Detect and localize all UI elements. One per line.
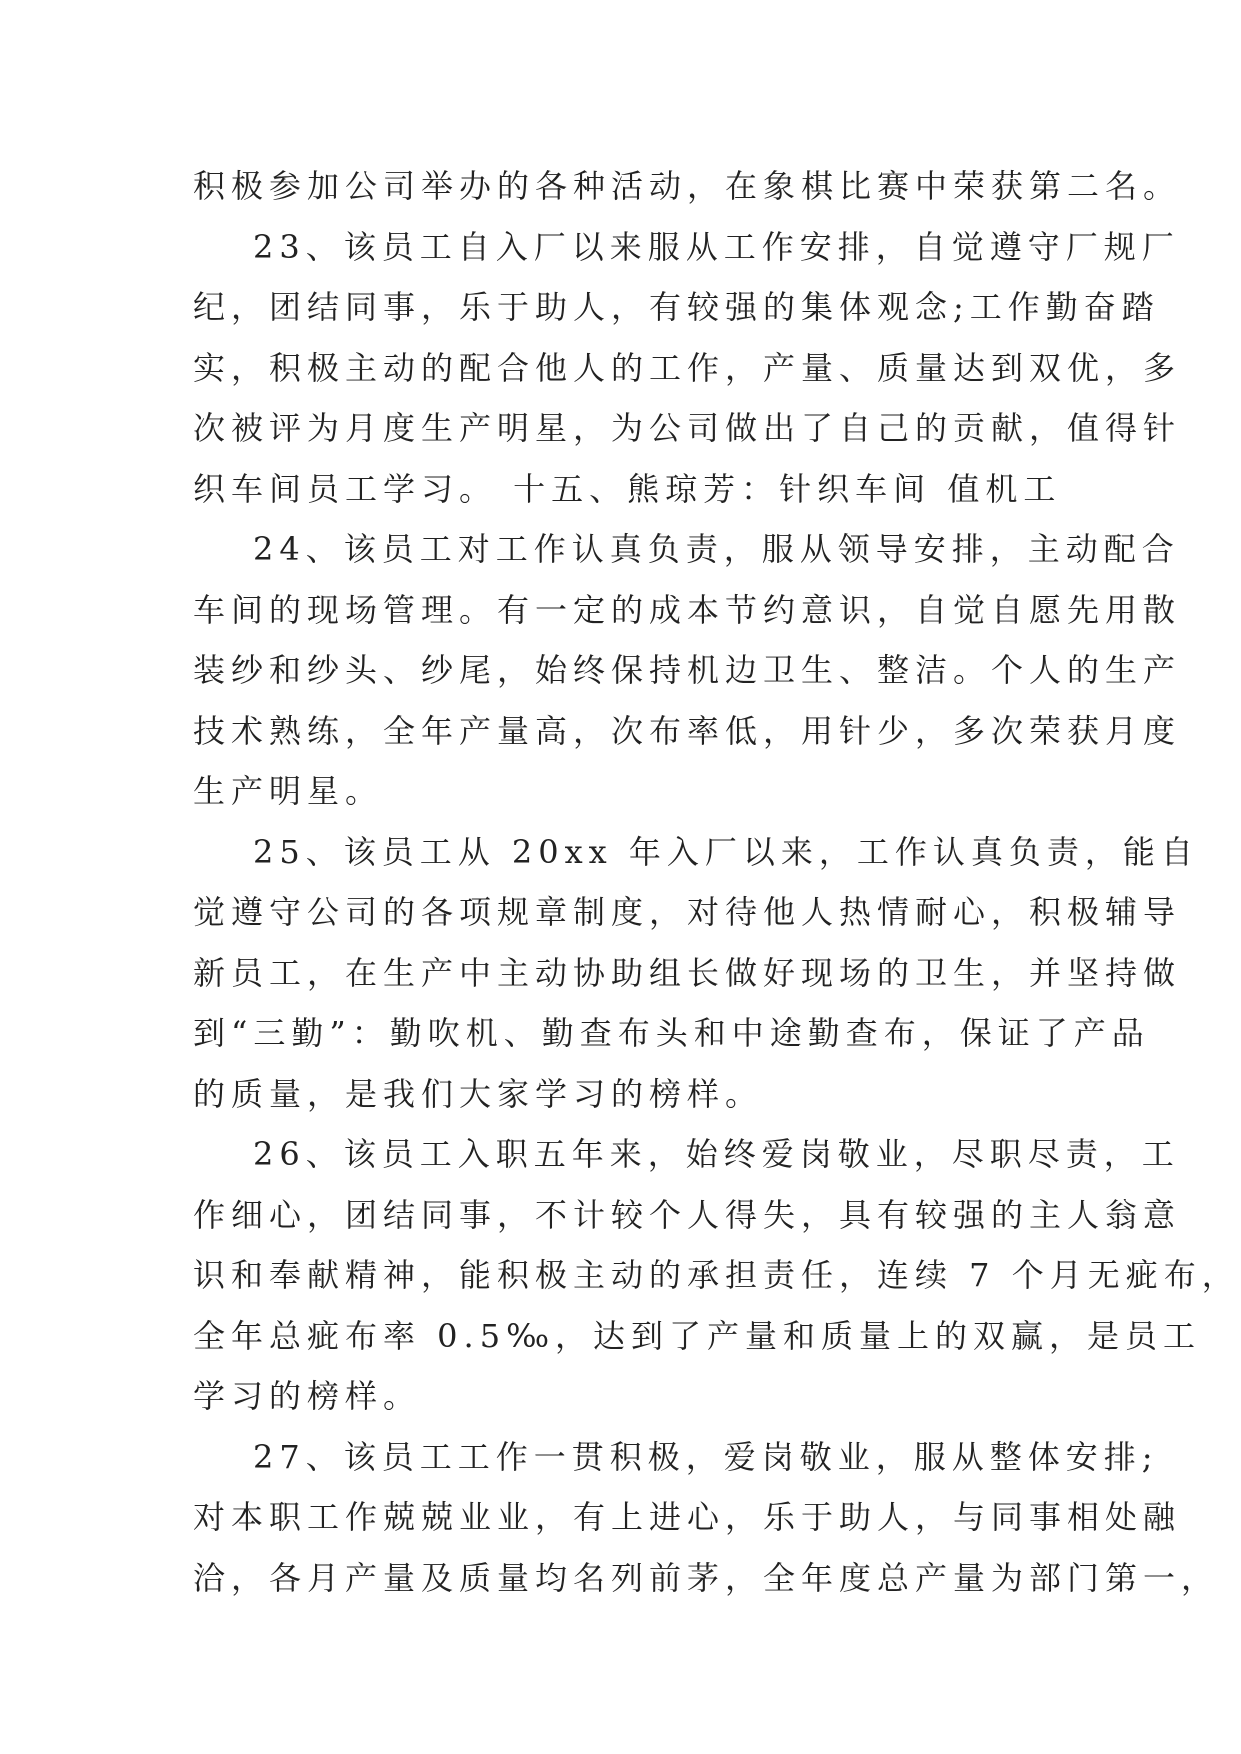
- text-line: 织车间员工学习。 十五、熊琼芳：针织车间 值机工: [193, 469, 1062, 508]
- text-line: 全年总疵布率 0.5‰，达到了产量和质量上的双赢，是员工: [193, 1316, 1202, 1355]
- text-line: 24、该员工对工作认真负责，服从领导安排，主动配合: [253, 530, 1180, 568]
- text-line: 车间的现场管理。有一定的成本节约意识，自觉自愿先用散: [193, 590, 1182, 629]
- text-line: 生产明星。: [193, 772, 384, 810]
- body-text: [193, 156, 1240, 1608]
- text-line: 学习的榜样。: [193, 1377, 422, 1415]
- text-line: 装纱和纱头、纱尾，始终保持机边卫生、整洁。个人的生产: [193, 651, 1182, 689]
- text-line: 作细心，团结同事，不计较个人得失，具有较强的主人翁意: [193, 1195, 1182, 1234]
- text-line: 的质量，是我们大家学习的榜样。: [193, 1074, 764, 1113]
- text-line: 积极参加公司举办的各种活动，在象棋比赛中荣获第二名。: [193, 167, 1182, 205]
- text-line: 27、该员工工作一贯积极，爱岗敬业，服从整体安排;: [253, 1437, 1159, 1476]
- text-line: 25、该员工从 20xx 年入厂以来，工作认真负责，能自: [253, 832, 1199, 871]
- text-line: 对本职工作兢兢业业，有上进心，乐于助人，与同事相处融: [193, 1498, 1182, 1536]
- text-line: 26、该员工入职五年来，始终爱岗敬业，尽职尽责，工: [253, 1135, 1180, 1173]
- text-line: 技术熟练，全年产量高，次布率低，用针少，多次荣获月度: [193, 711, 1182, 750]
- text-line: 觉遵守公司的各项规章制度，对待他人热情耐心，积极辅导: [193, 893, 1182, 931]
- text-line: 次被评为月度生产明星，为公司做出了自己的贡献，值得针: [193, 409, 1182, 447]
- text-line: 23、该员工自入厂以来服从工作安排，自觉遵守厂规厂: [253, 227, 1180, 266]
- text-line: 洽，各月产量及质量均名列前茅，全年度总产量为部门第一，: [193, 1558, 1220, 1597]
- text-line: 新员工，在生产中主动协助组长做好现场的卫生，并坚持做: [193, 953, 1182, 992]
- text-line: 到“三勤”：勤吹机、勤查布头和中途勤查布，保证了产品: [193, 1014, 1150, 1052]
- text-line: 识和奉献精神，能积极主动的承担责任，连续 7 个月无疵布，: [193, 1256, 1240, 1294]
- text-line: 实，积极主动的配合他人的工作，产量、质量达到双优，多: [193, 348, 1182, 387]
- text-line: 纪，团结同事，乐于助人，有较强的集体观念;工作勤奋踏: [193, 288, 1160, 326]
